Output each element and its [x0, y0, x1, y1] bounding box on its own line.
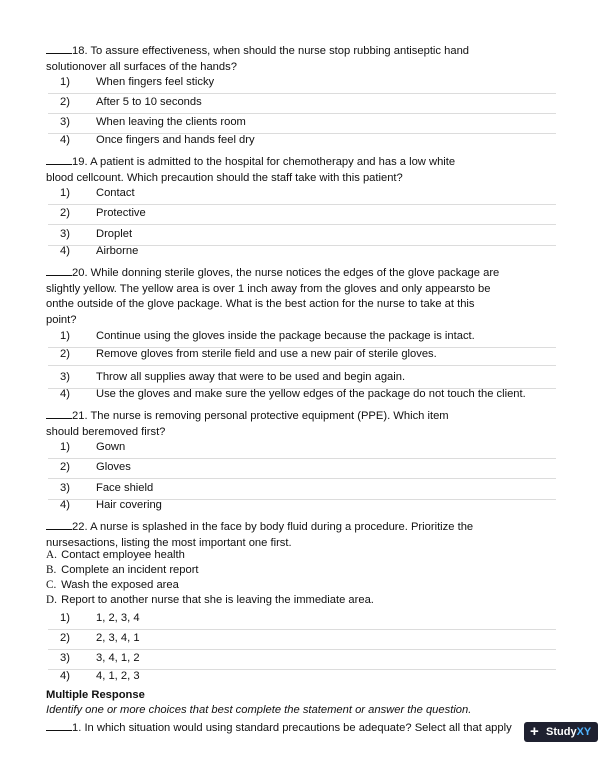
question-text: onthe outside of the glove package. What is the best action for the nurse to take at this — [46, 298, 475, 310]
option-row — [48, 439, 556, 459]
option-row — [48, 243, 556, 262]
option-number: 1) — [60, 76, 70, 88]
option-number: 4) — [60, 134, 70, 146]
option-number: 2) — [60, 96, 70, 108]
option-row — [48, 630, 556, 650]
choice-text: Complete an incident report — [61, 564, 199, 576]
choice-letter: B. — [46, 564, 57, 576]
option-text: Gloves — [96, 461, 131, 473]
question-18 — [46, 42, 566, 75]
option-text: Droplet — [96, 228, 133, 240]
option-number: 1) — [60, 330, 70, 342]
answer-blank[interactable] — [46, 153, 72, 165]
question-text: A nurse is splashed in the face by body fluid during a procedure. Prioritize the — [90, 521, 474, 533]
option-row — [48, 610, 556, 630]
question-text: While donning sterile gloves, the nurse notices the edges of the glove package are — [90, 267, 500, 279]
option-text: 4, 1, 2, 3 — [96, 670, 140, 682]
option-row — [48, 132, 556, 151]
question-text: To assure effectiveness, when should the nurse stop rubbing antiseptic hand — [90, 45, 470, 57]
option-number: 2) — [60, 632, 70, 644]
option-row — [48, 459, 556, 479]
option-row — [48, 74, 556, 94]
option-row — [48, 94, 556, 114]
option-number: 4) — [60, 670, 70, 682]
question-text: nursesactions, listing the most important one first. — [46, 536, 292, 549]
question-text: A patient is admitted to the hospital for chemotherapy and has a low white — [90, 156, 456, 168]
question-19 — [46, 153, 566, 186]
option-row — [48, 668, 556, 687]
question-text: blood cellcount. Which precaution should the staff take with this patient? — [46, 171, 403, 184]
option-number: 4) — [60, 388, 70, 400]
plus-icon: + — [530, 723, 539, 740]
answer-blank[interactable] — [46, 518, 72, 530]
option-text: After 5 to 10 seconds — [96, 96, 202, 108]
brand-main: Study — [546, 726, 577, 738]
option-text: Contact — [96, 187, 135, 199]
question-number: 21. — [72, 410, 88, 422]
option-text: 3, 4, 1, 2 — [96, 652, 140, 664]
option-text: Airborne — [96, 245, 139, 257]
option-row — [48, 386, 556, 405]
question-20 — [46, 264, 566, 328]
answer-blank[interactable] — [46, 264, 72, 276]
section-title: Multiple Response — [46, 689, 145, 701]
option-number: 2) — [60, 348, 70, 360]
question-text: point? — [46, 313, 77, 326]
question-text: 1. In which situation would using standard precautions be adequate? Select all that apply — [72, 722, 512, 734]
question-22 — [46, 518, 566, 551]
option-text: Continue using the gloves inside the package because the package is intact. — [96, 330, 475, 342]
option-text: Throw all supplies away that were to be used and begin again. — [96, 371, 406, 383]
choice-text: Contact employee health — [61, 549, 185, 561]
question-text: The nurse is removing personal protective equipment (PPE). Which item — [90, 410, 449, 422]
option-row — [48, 497, 556, 516]
question-number: 22. — [72, 521, 88, 533]
section-instructions: Identify one or more choices that best complete the statement or answer the question. — [46, 704, 472, 716]
question-text: solutionover all surfaces of the hands? — [46, 60, 237, 73]
option-text: Use the gloves and make sure the yellow edges of the package do not touch the client. — [96, 388, 526, 400]
option-text: Remove gloves from sterile field and use a new pair of sterile gloves. — [96, 348, 437, 360]
option-number: 3) — [60, 228, 70, 240]
question-text: should beremoved first? — [46, 425, 166, 438]
option-number: 2) — [60, 207, 70, 219]
choice-letter: C. — [46, 579, 57, 591]
option-number: 1) — [60, 441, 70, 453]
choice-text: Wash the exposed area — [61, 579, 179, 591]
option-row — [48, 650, 556, 670]
option-number: 2) — [60, 461, 70, 473]
answer-blank[interactable] — [46, 407, 72, 419]
question-number: 20. — [72, 267, 88, 279]
option-row — [48, 346, 556, 366]
option-text: Face shield — [96, 482, 154, 494]
question-text: slightly yellow. The yellow area is over 1 inch away from the gloves and only appearsto be — [46, 282, 491, 295]
option-number: 3) — [60, 116, 70, 128]
option-text: Hair covering — [96, 499, 162, 511]
option-number: 3) — [60, 482, 70, 494]
option-text: Protective — [96, 207, 146, 219]
option-row — [48, 114, 556, 134]
option-text: 2, 3, 4, 1 — [96, 632, 140, 644]
choice-letter: A. — [46, 549, 57, 561]
option-text: Once fingers and hands feel dry — [96, 134, 255, 146]
choice-item — [46, 578, 179, 593]
option-row — [48, 185, 556, 205]
option-text: When leaving the clients room — [96, 116, 246, 128]
option-number: 1) — [60, 187, 70, 199]
choice-item — [46, 563, 199, 578]
option-row — [48, 205, 556, 225]
option-number: 4) — [60, 499, 70, 511]
answer-blank[interactable] — [46, 42, 72, 54]
option-row — [48, 328, 556, 348]
question-number: 18. — [72, 45, 88, 57]
question-21 — [46, 407, 566, 440]
question-number: 19. — [72, 156, 88, 168]
choice-item — [46, 593, 374, 608]
option-text: When fingers feel sticky — [96, 76, 215, 88]
option-number: 3) — [60, 652, 70, 664]
answer-blank[interactable] — [46, 719, 72, 731]
choice-text: Report to another nurse that she is leaving the immediate area. — [61, 594, 374, 606]
option-number: 4) — [60, 245, 70, 257]
question-mr-1 — [46, 719, 512, 734]
choice-letter: D. — [46, 594, 57, 606]
option-number: 3) — [60, 371, 70, 383]
choice-item — [46, 548, 185, 563]
option-text: Gown — [96, 441, 126, 453]
option-number: 1) — [60, 612, 70, 624]
option-text: 1, 2, 3, 4 — [96, 612, 140, 624]
studyxy-badge[interactable] — [524, 722, 598, 742]
brand-name — [546, 726, 591, 738]
brand-accent: XY — [576, 726, 592, 738]
